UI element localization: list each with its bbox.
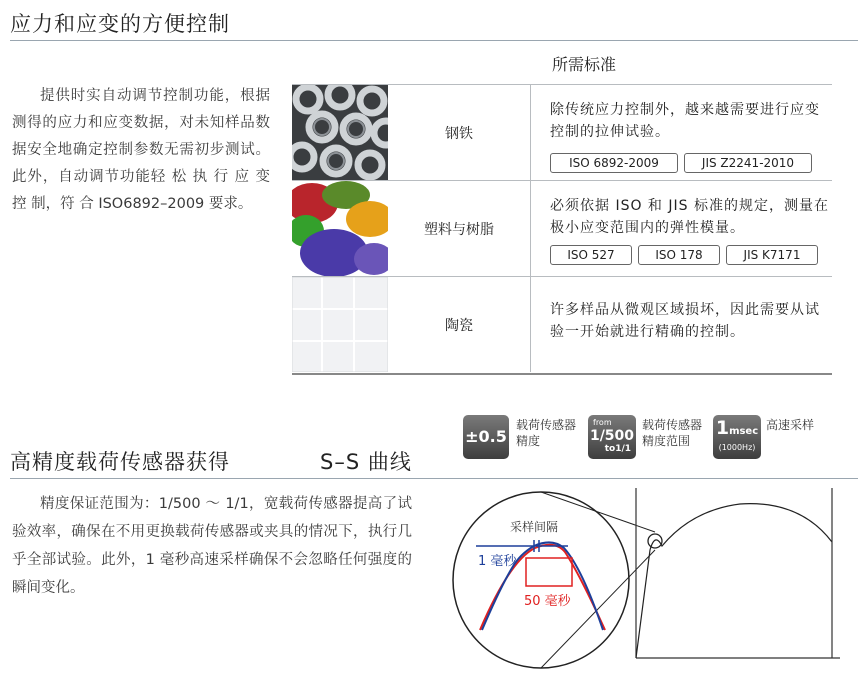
range-label: 载荷传感器精度范围: [642, 418, 703, 448]
sampling-badge: [713, 415, 761, 459]
section-title-load-cell: 高精度载荷传感器获得: [10, 450, 230, 474]
standards-header: 所需标准: [551, 55, 616, 74]
load-cell-paragraph: 精度保证范围为：1/500 ～ 1/1，宽载荷传感器提高了试验效率，确保在不用更换载荷传感器或夹具的情况下，执行几乎全部试验。此外，1 毫秒高速采样确保不会忽略任何强度的瞬间变化。: [12, 496, 412, 596]
tags-plastics: [550, 245, 818, 265]
range-from: from: [593, 418, 612, 427]
one-ms-label: 1 毫秒: [478, 554, 517, 569]
accuracy-badge: [463, 415, 509, 459]
standard-tag: JIS K7171: [726, 245, 818, 265]
material-ceramics: 陶瓷: [388, 277, 531, 372]
sampling-value-line: 1msec: [715, 417, 759, 439]
steel-rings-image: [292, 85, 388, 180]
standards-table: [292, 55, 832, 374]
description-plastics: 必须依据 ISO 和 JIS 标准的规定，测量在极小应变范围内的弹性模量。: [550, 198, 829, 236]
table-row: [292, 180, 832, 277]
sampling-interval-label: 采样间隔: [510, 520, 559, 534]
range-badge: [588, 415, 636, 459]
table-row: [292, 84, 832, 181]
intro-paragraph: 提供时实自动调节控制功能，根据测得的应力和应变数据，对未知样品数据安全地确定控制参数无需初步测试。此外，自动调节功能轻 松 执 行 应 变 控 制，符 合 ISO6892–2009 要求。: [12, 88, 270, 212]
sampling-hz: (1000Hz): [718, 443, 756, 452]
title-rule-2: [10, 478, 858, 479]
standard-tag: ISO 178: [638, 245, 720, 265]
description-steel: 除传统应力控制外，越来越需要进行应变控制的拉伸试验。: [550, 102, 820, 140]
range-to: to1/1: [604, 444, 631, 454]
accuracy-value: ±0.5: [465, 427, 507, 446]
fifty-ms-label: 50 毫秒: [524, 594, 571, 609]
ss-curve-title: S–S 曲线: [320, 450, 412, 474]
plastic-pellets-image: [292, 181, 388, 276]
standard-tag: ISO 6892-2009: [550, 153, 678, 173]
range-value: 1/500: [589, 428, 635, 444]
standard-tag: JIS Z2241-2010: [684, 153, 812, 173]
sampling-label: 高速采样: [766, 418, 815, 432]
table-row: [292, 276, 832, 375]
title-rule: [10, 40, 858, 41]
accuracy-label: 载荷传感器精度: [516, 418, 577, 448]
ceramic-tiles-image: [292, 277, 388, 372]
description-ceramics: 许多样品从微观区域损坏，因此需要从试验一开始就进行精确的控制。: [550, 302, 820, 340]
material-steel: 钢铁: [388, 85, 531, 180]
standard-tag: ISO 527: [550, 245, 632, 265]
ss-curve-figure: [440, 480, 860, 670]
section-title-stress-strain: 应力和应变的方便控制: [10, 12, 230, 36]
tags-steel: [550, 153, 812, 173]
material-plastics: 塑料与树脂: [388, 181, 531, 276]
